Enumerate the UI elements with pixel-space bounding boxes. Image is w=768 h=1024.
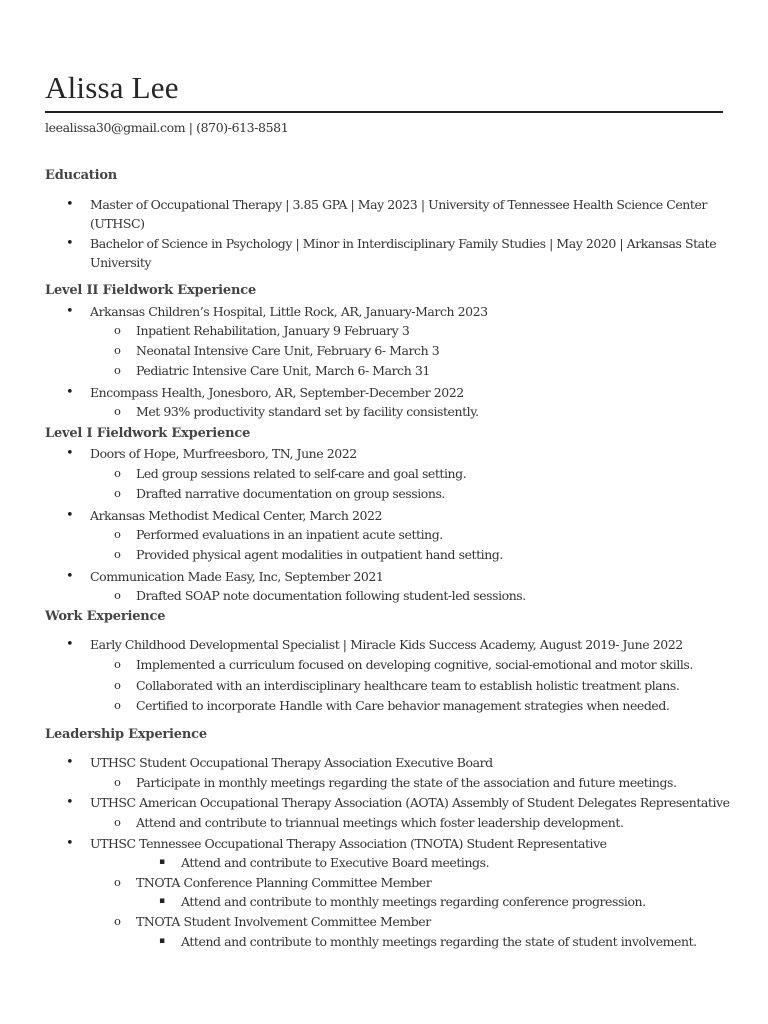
- bullet-marker: •: [66, 569, 74, 584]
- leadership-role: UTHSC Student Occupational Therapy Association Executive Board: [90, 755, 493, 770]
- sub-bullet-marker: o: [114, 588, 121, 602]
- fieldwork-detail: Led group sessions related to self-care and goal setting.: [136, 466, 467, 481]
- bullet-marker: •: [66, 236, 74, 251]
- leadership-subrole: TNOTA Student Involvement Committee Member: [136, 914, 431, 929]
- leadership-subrole: TNOTA Conference Planning Committee Member: [136, 875, 432, 890]
- header-divider: [45, 111, 723, 113]
- work-position: Early Childhood Developmental Specialist | Miracle Kids Success Academy, August 2019- June 2022: [90, 637, 683, 652]
- education-item: Bachelor of Science in Psychology | Minor in Interdisciplinary Family Studies | May 2020 | Arkansas State: [90, 236, 717, 251]
- fieldwork-detail: Drafted narrative documentation on group sessions.: [136, 486, 445, 501]
- fieldwork-detail: Met 93% productivity standard set by facility consistently.: [136, 404, 479, 419]
- bullet-marker: •: [66, 197, 74, 212]
- section-heading-leadership: Leadership Experience: [45, 727, 207, 742]
- sub-bullet-marker: o: [114, 815, 121, 829]
- work-detail: Certified to incorporate Handle with Care behavior management strategies when needed.: [136, 698, 670, 713]
- sub-bullet-marker: o: [114, 527, 121, 541]
- fieldwork-site: Arkansas Methodist Medical Center, March 2022: [90, 508, 382, 523]
- work-detail: Collaborated with an interdisciplinary healthcare team to establish holistic treatment plans.: [136, 678, 680, 693]
- fieldwork-detail: Pediatric Intensive Care Unit, March 6- March 31: [136, 363, 430, 378]
- leadership-detail: Attend and contribute to triannual meetings which foster leadership development.: [136, 815, 624, 830]
- sub-bullet-marker: o: [114, 486, 121, 500]
- fieldwork-site: Arkansas Children’s Hospital, Little Rock, AR, January-March 2023: [90, 304, 488, 319]
- sub-bullet-marker: o: [114, 678, 121, 692]
- bullet-marker: •: [66, 637, 74, 652]
- fieldwork-detail: Performed evaluations in an inpatient acute setting.: [136, 527, 443, 542]
- fieldwork-detail: Neonatal Intensive Care Unit, February 6- March 3: [136, 343, 440, 358]
- bullet-marker: •: [66, 446, 74, 461]
- sub-bullet-marker: o: [114, 323, 121, 337]
- education-item-continued: University: [90, 255, 152, 270]
- section-heading-work: Work Experience: [45, 609, 166, 624]
- education-item-continued: (UTHSC): [90, 216, 145, 231]
- bullet-marker: •: [66, 795, 74, 810]
- leadership-detail: Participate in monthly meetings regarding the state of the association and future meetings.: [136, 775, 677, 790]
- sub-bullet-marker: o: [114, 875, 121, 889]
- resume-name: Alissa Lee: [45, 70, 179, 105]
- bullet-marker: •: [66, 385, 74, 400]
- fieldwork-detail: Provided physical agent modalities in outpatient hand setting.: [136, 547, 503, 562]
- fieldwork-detail: Drafted SOAP note documentation following student-led sessions.: [136, 588, 526, 603]
- leadership-role: UTHSC American Occupational Therapy Association (AOTA) Assembly of Student Delegates Representative: [90, 795, 730, 810]
- fieldwork-detail: Inpatient Rehabilitation, January 9 February 3: [136, 323, 410, 338]
- sub-bullet-marker: o: [114, 343, 121, 357]
- section-heading-education: Education: [45, 168, 118, 183]
- contact-line: leealissa30@gmail.com | (870)-613-8581: [45, 120, 289, 135]
- square-bullet-marker: ▪: [159, 896, 166, 906]
- sub-bullet-marker: o: [114, 466, 121, 480]
- leadership-role: UTHSC Tennessee Occupational Therapy Association (TNOTA) Student Representative: [90, 836, 607, 851]
- square-bullet-marker: ▪: [159, 936, 166, 946]
- education-item: Master of Occupational Therapy | 3.85 GPA | May 2023 | University of Tennessee Health Science Center: [90, 197, 707, 212]
- sub-bullet-marker: o: [114, 698, 121, 712]
- leadership-detail: Attend and contribute to monthly meetings regarding conference progression.: [181, 894, 646, 909]
- sub-bullet-marker: o: [114, 363, 121, 377]
- sub-bullet-marker: o: [114, 914, 121, 928]
- leadership-detail: Attend and contribute to monthly meetings regarding the state of student involvement.: [181, 934, 697, 949]
- leadership-detail: Attend and contribute to Executive Board meetings.: [181, 855, 490, 870]
- bullet-marker: •: [66, 755, 74, 770]
- fieldwork-site: Doors of Hope, Murfreesboro, TN, June 2022: [90, 446, 357, 461]
- bullet-marker: •: [66, 304, 74, 319]
- section-heading-level2-fieldwork: Level II Fieldwork Experience: [45, 283, 257, 298]
- sub-bullet-marker: o: [114, 547, 121, 561]
- fieldwork-site: Encompass Health, Jonesboro, AR, September-December 2022: [90, 385, 464, 400]
- fieldwork-site: Communication Made Easy, Inc, September 2021: [90, 569, 384, 584]
- bullet-marker: •: [66, 508, 74, 523]
- bullet-marker: •: [66, 836, 74, 851]
- square-bullet-marker: ▪: [159, 857, 166, 867]
- section-heading-level1-fieldwork: Level I Fieldwork Experience: [45, 426, 251, 441]
- work-detail: Implemented a curriculum focused on developing cognitive, social-emotional and motor skills.: [136, 657, 693, 672]
- sub-bullet-marker: o: [114, 404, 121, 418]
- sub-bullet-marker: o: [114, 657, 121, 671]
- sub-bullet-marker: o: [114, 775, 121, 789]
